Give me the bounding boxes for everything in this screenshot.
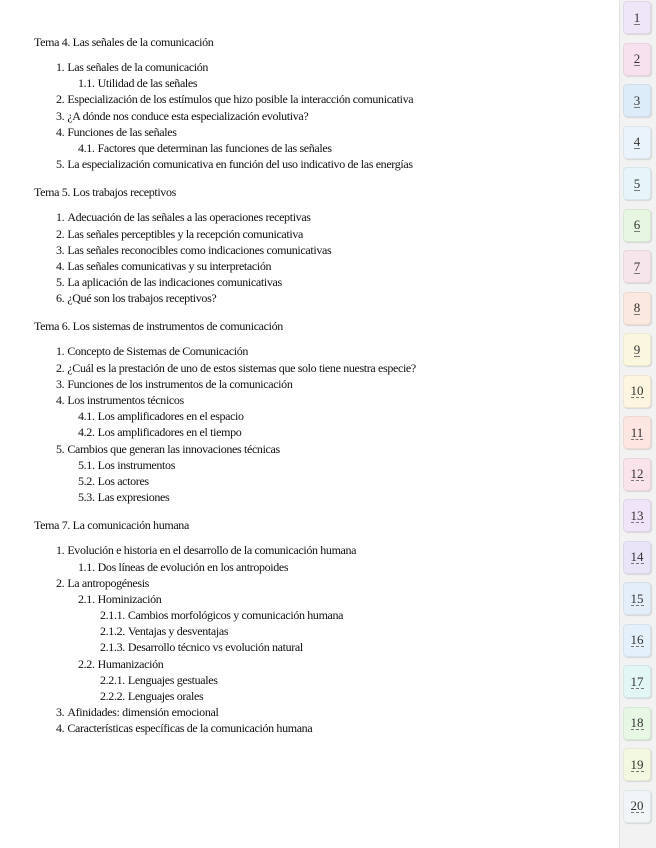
outline-item-text: La antropogénesis: [67, 575, 150, 590]
topic-section: [34, 184, 609, 306]
outline-item: [34, 623, 609, 639]
page-tab-label: 11: [630, 424, 644, 440]
page-tab-9[interactable]: [623, 333, 651, 366]
outline-item-text: Concepto de Sistemas de Comunicación: [67, 344, 249, 359]
outline-item-number: 2.2.: [78, 656, 95, 671]
outline-item-text: Las señales de la comunicación: [67, 60, 209, 74]
page-tab-4[interactable]: [623, 126, 651, 159]
outline-item-number: 3.: [56, 376, 65, 391]
outline-item-text: Las señales reconocibles como indicaciones comunicativas: [67, 242, 332, 257]
outline-item-number: 5.: [56, 275, 65, 290]
page-tab-17[interactable]: [623, 665, 651, 698]
outline-item-number: 2.: [56, 575, 65, 590]
page-tab-label: 15: [630, 590, 644, 606]
outline-item: [34, 360, 609, 376]
page-tab-6[interactable]: [623, 209, 651, 242]
outline-item: [34, 258, 609, 274]
outline-item-text: La especialización comunicativa en función del uso indicativo de las energías: [67, 157, 413, 172]
outline-item: [34, 209, 609, 225]
outline-item-text: Los amplificadores en el espacio: [97, 409, 244, 424]
outline-item-number: 4.: [56, 393, 65, 407]
outline-item-number: 5.1.: [78, 457, 95, 472]
page-tab-label: 19: [630, 756, 644, 772]
outline-item: [34, 559, 609, 575]
outline-item: [34, 242, 609, 258]
outline-item: [34, 108, 609, 124]
outline-item-number: 1.: [56, 60, 65, 74]
outline-item-number: 2.2.1.: [100, 672, 125, 687]
outline-item-text: Los instrumentos: [97, 457, 176, 472]
page-tab-11[interactable]: [623, 416, 651, 449]
outline-item-number: 1.: [56, 344, 65, 359]
outline-item-number: 5.: [56, 441, 65, 456]
outline-item-number: 3.: [56, 705, 65, 720]
outline-item-text: Los amplificadores en el tiempo: [97, 425, 242, 440]
outline-item-number: 4.: [56, 124, 65, 139]
outline-item-text: Las señales comunicativas y su interpretación: [67, 258, 272, 273]
outline-item-text: Desarrollo técnico vs evolución natural: [127, 640, 303, 655]
outline-item-number: 5.2.: [78, 473, 95, 488]
document-content: [34, 34, 609, 749]
outline-item-number: 1.1.: [78, 559, 95, 574]
outline-item-number: 6.: [56, 291, 65, 306]
outline-item: [34, 75, 609, 91]
page-tab-label: 14: [630, 549, 644, 564]
outline-item-text: Las señales perceptibles y la recepción comunicativa: [67, 226, 303, 241]
outline-item: [34, 688, 609, 704]
outline-item: [34, 140, 609, 156]
outline-item-number: 4.1.: [78, 140, 95, 155]
page-tab-bar: [619, 0, 656, 848]
page-tab-8[interactable]: [623, 292, 651, 325]
outline-item-number: 4.1.: [78, 409, 95, 424]
outline-item: [34, 274, 609, 290]
page-tab-label: 6: [633, 217, 641, 232]
outline-item: [34, 290, 609, 306]
topic-title: Tema 5. Los trabajos receptivos: [34, 185, 176, 200]
outline-item: [34, 392, 609, 408]
page-tab-5[interactable]: [623, 167, 651, 200]
outline-item-text: ¿A dónde nos conduce esta especialización evolutiva?: [67, 108, 309, 123]
outline-item: [34, 704, 609, 720]
outline-item-text: Adecuación de las señales a las operaciones receptivas: [67, 210, 311, 225]
outline-item: [34, 591, 609, 607]
outline-item: [34, 343, 609, 359]
outline-item-number: 2.: [56, 360, 65, 375]
outline-item: [34, 457, 609, 473]
outline-item-number: 2.: [56, 226, 65, 241]
outline-item-text: Afinidades: dimensión emocional: [67, 705, 219, 720]
topic-title: Tema 7. La comunicación humana: [34, 518, 189, 533]
topic-title: Tema 4. Las señales de la comunicación: [34, 35, 214, 49]
outline-item-number: 2.1.1.: [100, 608, 125, 623]
page-tab-20[interactable]: [623, 790, 651, 823]
outline-item-text: Las expresiones: [97, 490, 170, 505]
outline-item-number: 2.1.3.: [100, 640, 125, 655]
page-tab-label: 4: [633, 134, 641, 149]
page-tab-label: 1: [633, 9, 641, 25]
page-tab-10[interactable]: [623, 375, 651, 408]
outline-item-number: 2.: [56, 92, 65, 107]
topic-section: [34, 34, 609, 172]
page-tab-1[interactable]: [623, 1, 651, 34]
outline-item-text: Dos líneas de evolución en los antropoides: [97, 559, 289, 574]
page-tab-label: 12: [630, 466, 644, 481]
page-tab-label: 16: [630, 632, 644, 647]
page-tab-15[interactable]: [623, 582, 651, 615]
outline-item-text: Cambios morfológicos y comunicación humana: [127, 608, 344, 623]
outline-item: [34, 124, 609, 140]
page-tab-label: 17: [630, 673, 644, 689]
topic-title: Tema 6. Los sistemas de instrumentos de comunicación: [34, 319, 283, 334]
page-tab-14[interactable]: [623, 541, 651, 574]
outline-item-number: 4.: [56, 721, 65, 736]
outline-item-number: 1.1.: [78, 76, 95, 91]
page-tab-label: 20: [630, 798, 644, 813]
page-tab-label: 5: [633, 175, 641, 191]
outline-item-text: La aplicación de las indicaciones comunicativas: [67, 275, 282, 290]
outline-item: [34, 156, 609, 172]
outline-item: [34, 91, 609, 107]
page-tab-16[interactable]: [623, 624, 651, 657]
outline-item-number: 2.1.: [78, 591, 95, 606]
outline-item-text: Humanización: [97, 656, 164, 671]
outline-item: [34, 575, 609, 591]
outline-item: [34, 489, 609, 505]
outline-item: [34, 376, 609, 392]
page-tab-7[interactable]: [623, 250, 651, 283]
outline-item: [34, 59, 609, 75]
outline-item-text: ¿Cuál es la prestación de uno de estos sistemas que solo tiene nuestra especie?: [67, 360, 416, 375]
outline-item-number: 4.2.: [78, 425, 95, 440]
outline-item-text: Los instrumentos técnicos: [67, 393, 184, 407]
outline-item-text: Los actores: [97, 473, 149, 488]
outline-item: [34, 639, 609, 655]
outline-item-text: Cambios que generan las innovaciones técnicas: [67, 441, 280, 456]
outline-item-text: Utilidad de las señales: [97, 76, 198, 91]
outline-item-number: 3.: [56, 242, 65, 257]
outline-item-text: Evolución e historia en el desarrollo de la comunicación humana: [67, 543, 357, 558]
outline-item-number: 1.: [56, 210, 65, 225]
page-tab-label: 2: [633, 51, 641, 66]
outline-item: [34, 408, 609, 424]
topic-section: [34, 318, 609, 505]
outline-item-text: Lenguajes orales: [127, 689, 204, 703]
outline-item: [34, 720, 609, 736]
page-tab-label: 8: [633, 300, 641, 315]
outline-item-text: Factores que determinan las funciones de las señales: [97, 140, 332, 155]
outline-item: [34, 542, 609, 558]
page-tab-2[interactable]: [623, 43, 651, 76]
page-tab-label: 18: [630, 715, 644, 730]
topic-section: [34, 517, 609, 736]
page-tab-3[interactable]: [623, 84, 651, 117]
outline-item-number: 5.: [56, 157, 65, 172]
outline-item-text: Características específicas de la comunicación humana: [67, 721, 313, 736]
outline-item-number: 2.1.2.: [100, 624, 125, 639]
outline-item-number: 4.: [56, 258, 65, 273]
page-tab-label: 3: [633, 92, 641, 108]
page-tab-18[interactable]: [623, 707, 651, 740]
outline-item: [34, 226, 609, 242]
outline-item-text: Funciones de las señales: [67, 124, 177, 139]
outline-item-text: Hominización: [97, 591, 162, 606]
outline-item: [34, 672, 609, 688]
page-tab-13[interactable]: [623, 499, 651, 532]
outline-item-number: 1.: [56, 543, 65, 558]
outline-item-number: 5.3.: [78, 490, 95, 505]
outline-item: [34, 473, 609, 489]
outline-item: [34, 607, 609, 623]
outline-item-text: Lenguajes gestuales: [127, 672, 218, 687]
page-tab-label: 9: [633, 341, 641, 357]
outline-item-number: 2.2.2.: [100, 689, 125, 703]
page-tab-label: 13: [630, 507, 644, 523]
outline-item-text: ¿Qué son los trabajos receptivos?: [67, 291, 217, 306]
outline-item-text: Especialización de los estímulos que hizo posible la interacción comunicativa: [67, 92, 414, 107]
page-tab-19[interactable]: [623, 748, 651, 781]
page-tab-label: 10: [630, 383, 644, 398]
page-tab-12[interactable]: [623, 458, 651, 491]
outline-item: [34, 424, 609, 440]
outline-item-text: Funciones de los instrumentos de la comunicación: [67, 376, 293, 391]
outline-item: [34, 656, 609, 672]
outline-item-number: 3.: [56, 108, 65, 123]
outline-item-text: Ventajas y desventajas: [127, 624, 229, 639]
page-tab-label: 7: [633, 258, 641, 274]
outline-item: [34, 441, 609, 457]
